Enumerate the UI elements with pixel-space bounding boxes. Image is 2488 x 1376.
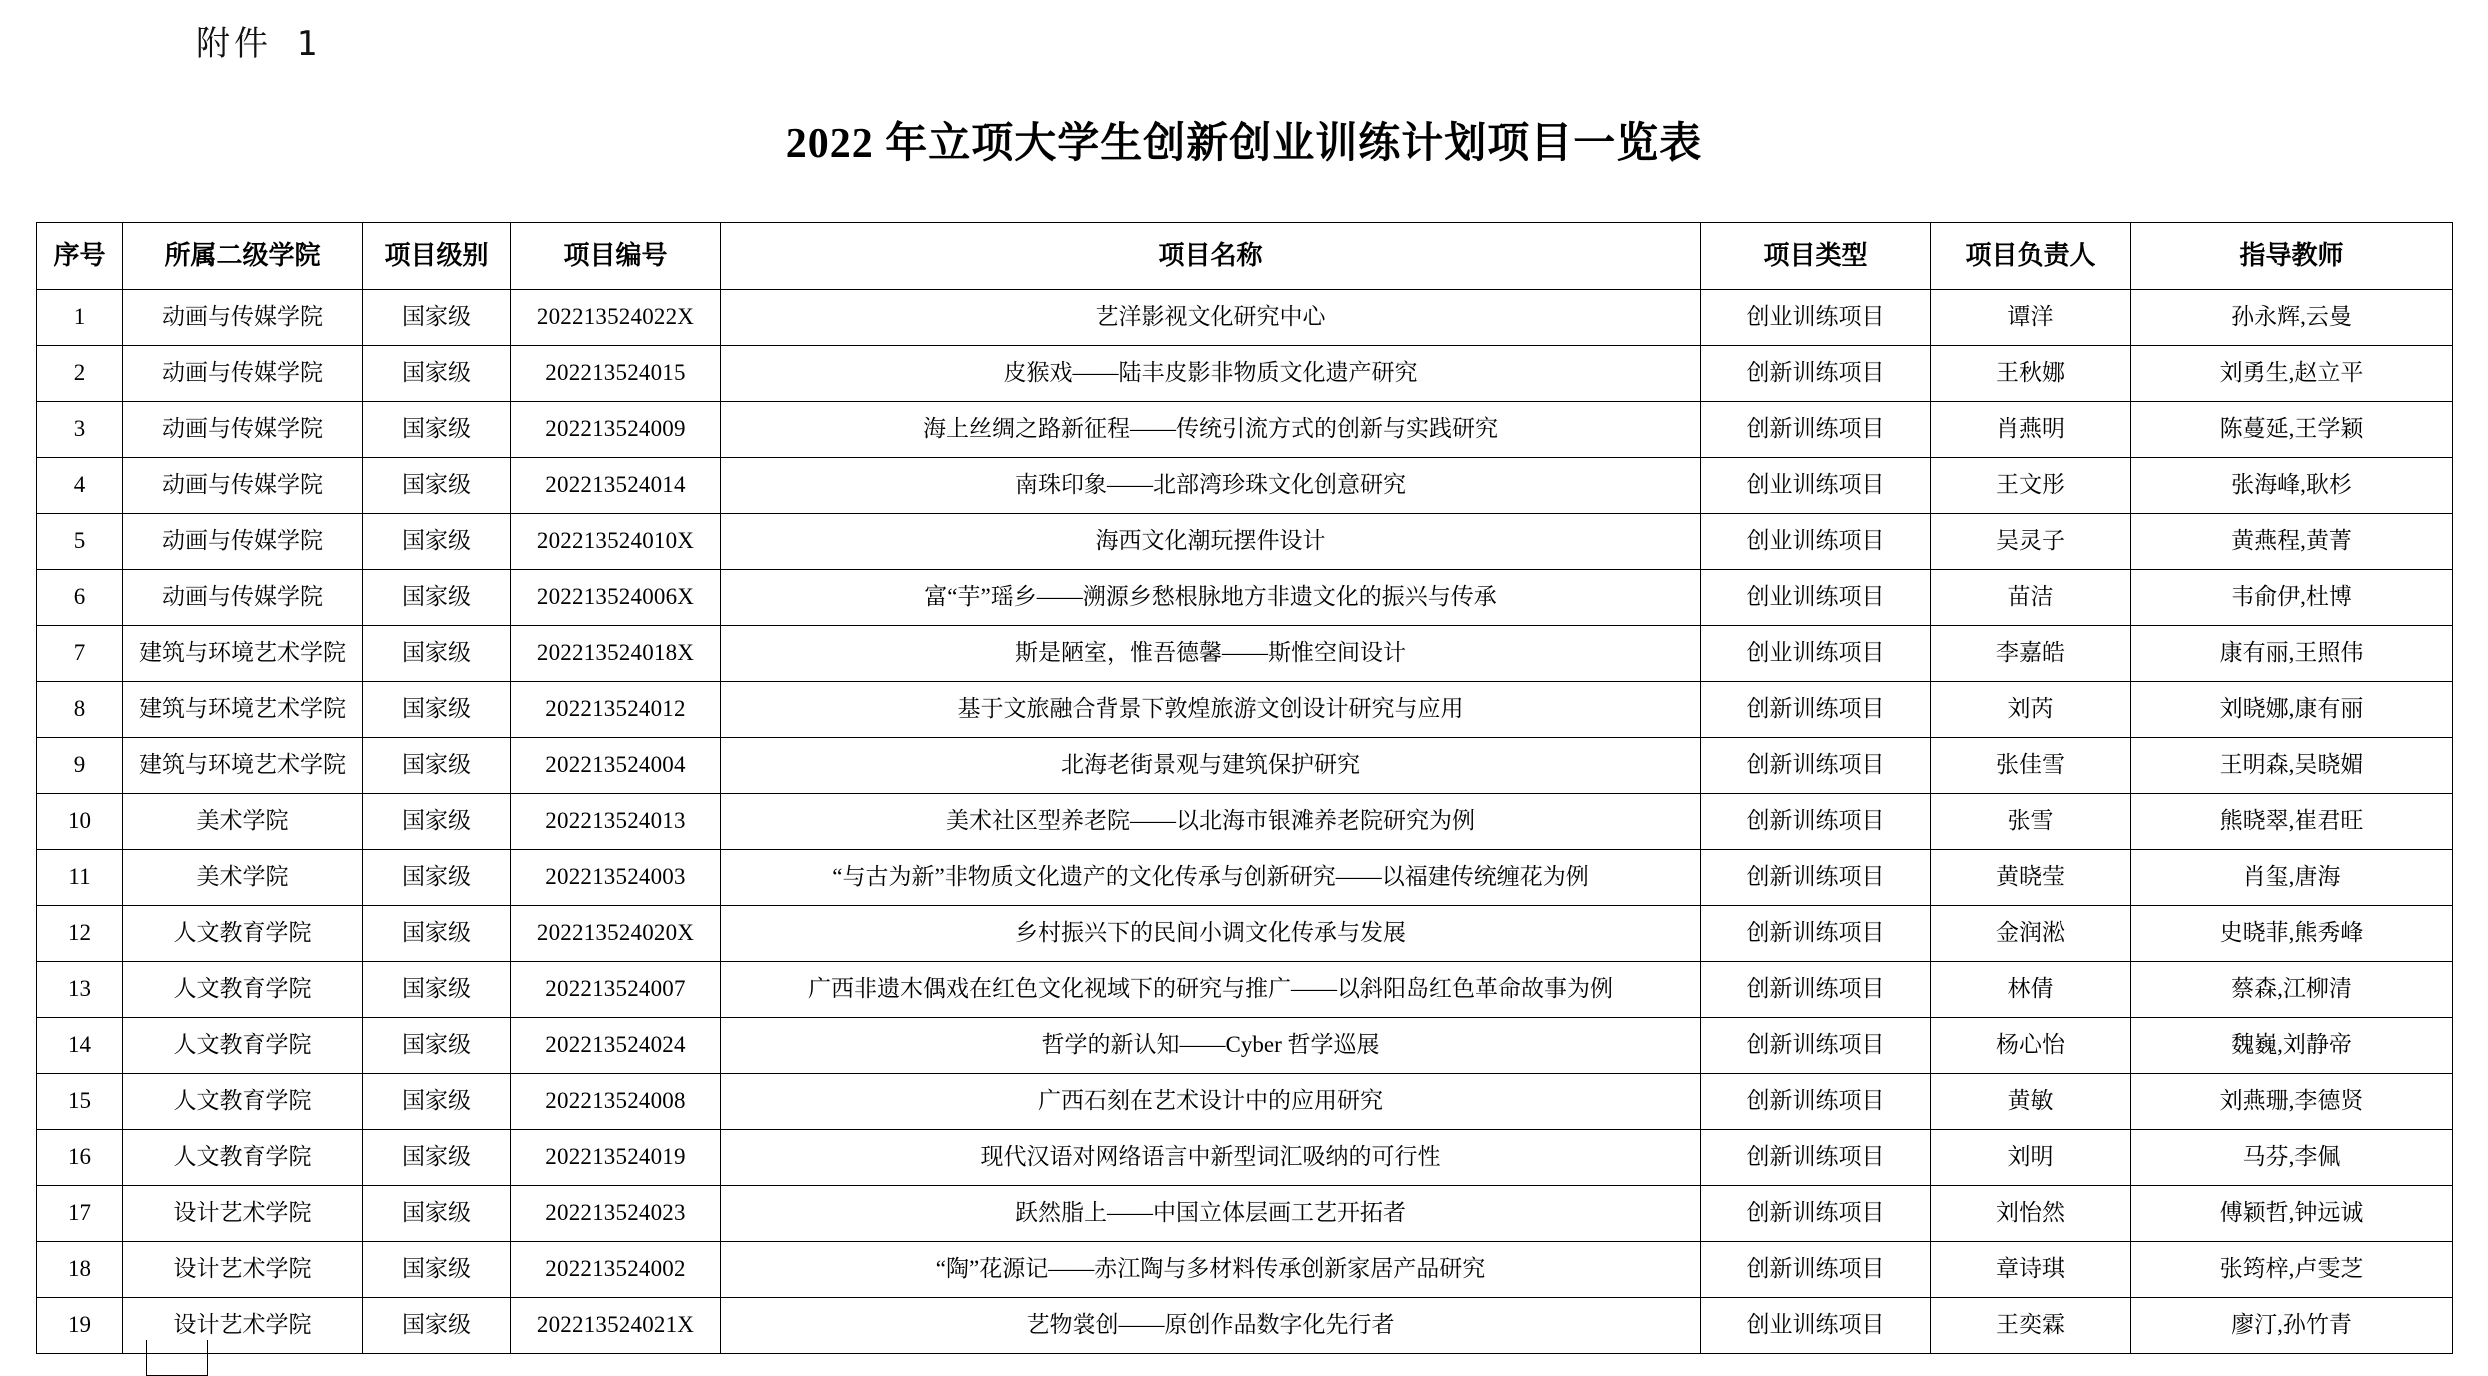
cell-level: 国家级 [363,626,511,682]
cell-name: 乡村振兴下的民间小调文化传承与发展 [721,906,1701,962]
column-header-seq: 序号 [37,223,123,290]
cell-level: 国家级 [363,1130,511,1186]
cell-name: 皮猴戏——陆丰皮影非物质文化遗产研究 [721,346,1701,402]
cell-type: 创新训练项目 [1701,682,1931,738]
cell-code: 202213524004 [511,738,721,794]
cell-name: 哲学的新认知——Cyber 哲学巡展 [721,1018,1701,1074]
cell-college: 人文教育学院 [123,1130,363,1186]
cell-name: 艺物裳创——原创作品数字化先行者 [721,1298,1701,1354]
column-header-level: 项目级别 [363,223,511,290]
cell-leader: 张佳雪 [1931,738,2131,794]
cell-leader: 章诗琪 [1931,1242,2131,1298]
column-header-college: 所属二级学院 [123,223,363,290]
cell-seq: 12 [37,906,123,962]
cell-type: 创业训练项目 [1701,290,1931,346]
cell-college: 人文教育学院 [123,1074,363,1130]
cell-level: 国家级 [363,1186,511,1242]
cell-code: 202213524003 [511,850,721,906]
cell-seq: 13 [37,962,123,1018]
cell-leader: 杨心怡 [1931,1018,2131,1074]
cell-leader: 张雪 [1931,794,2131,850]
cell-code: 202213524009 [511,402,721,458]
cell-leader: 王奕霖 [1931,1298,2131,1354]
cell-teacher: 傅颖哲,钟远诚 [2131,1186,2453,1242]
cell-name: 斯是陋室，惟吾德馨——斯惟空间设计 [721,626,1701,682]
cell-college: 美术学院 [123,850,363,906]
project-list-table [36,222,2453,1354]
cell-level: 国家级 [363,962,511,1018]
cell-code: 202213524022X [511,290,721,346]
cell-name: 广西非遗木偶戏在红色文化视域下的研究与推广——以斜阳岛红色革命故事为例 [721,962,1701,1018]
project-table-container [36,222,2452,1354]
cell-seq: 16 [37,1130,123,1186]
cell-type: 创新训练项目 [1701,402,1931,458]
cell-type: 创新训练项目 [1701,850,1931,906]
table-row [37,1242,2453,1298]
cell-level: 国家级 [363,850,511,906]
cell-type: 创新训练项目 [1701,794,1931,850]
cell-college: 美术学院 [123,794,363,850]
cell-teacher: 刘燕珊,李德贤 [2131,1074,2453,1130]
cell-level: 国家级 [363,1074,511,1130]
cell-leader: 林倩 [1931,962,2131,1018]
cell-name: 跃然脂上——中国立体层画工艺开拓者 [721,1186,1701,1242]
cell-code: 202213524012 [511,682,721,738]
cell-seq: 5 [37,514,123,570]
cell-code: 202213524013 [511,794,721,850]
cell-teacher: 肖玺,唐海 [2131,850,2453,906]
cell-college: 建筑与环境艺术学院 [123,626,363,682]
cell-leader: 刘明 [1931,1130,2131,1186]
cell-level: 国家级 [363,1242,511,1298]
cell-code: 202213524019 [511,1130,721,1186]
column-header-name: 项目名称 [721,223,1701,290]
cell-seq: 4 [37,458,123,514]
cell-level: 国家级 [363,1298,511,1354]
cell-leader: 刘怡然 [1931,1186,2131,1242]
cell-leader: 金润淞 [1931,906,2131,962]
table-row [37,682,2453,738]
cell-type: 创新训练项目 [1701,962,1931,1018]
cell-type: 创业训练项目 [1701,570,1931,626]
cell-leader: 黄敏 [1931,1074,2131,1130]
cell-teacher: 韦俞伊,杜博 [2131,570,2453,626]
cell-type: 创业训练项目 [1701,514,1931,570]
cell-teacher: 廖汀,孙竹青 [2131,1298,2453,1354]
cell-code: 202213524010X [511,514,721,570]
cell-seq: 17 [37,1186,123,1242]
cell-seq: 2 [37,346,123,402]
cell-code: 202213524015 [511,346,721,402]
cell-level: 国家级 [363,402,511,458]
attachment-label: 附件 1 [196,24,321,64]
cell-code: 202213524002 [511,1242,721,1298]
cell-college: 设计艺术学院 [123,1298,363,1354]
column-header-teacher: 指导教师 [2131,223,2453,290]
table-row [37,1298,2453,1354]
cell-type: 创新训练项目 [1701,1130,1931,1186]
cell-name: 现代汉语对网络语言中新型词汇吸纳的可行性 [721,1130,1701,1186]
cell-level: 国家级 [363,1018,511,1074]
cell-name: 广西石刻在艺术设计中的应用研究 [721,1074,1701,1130]
column-header-type: 项目类型 [1701,223,1931,290]
cell-name: 富“芋”瑶乡——溯源乡愁根脉地方非遗文化的振兴与传承 [721,570,1701,626]
cell-seq: 19 [37,1298,123,1354]
cell-seq: 6 [37,570,123,626]
cell-college: 人文教育学院 [123,1018,363,1074]
cell-name: “陶”花源记——赤江陶与多材料传承创新家居产品研究 [721,1242,1701,1298]
cell-level: 国家级 [363,682,511,738]
cell-college: 建筑与环境艺术学院 [123,738,363,794]
cell-code: 202213524021X [511,1298,721,1354]
cell-leader: 刘芮 [1931,682,2131,738]
cell-seq: 3 [37,402,123,458]
cell-college: 动画与传媒学院 [123,346,363,402]
cell-leader: 李嘉皓 [1931,626,2131,682]
cell-teacher: 张海峰,耿杉 [2131,458,2453,514]
cell-seq: 15 [37,1074,123,1130]
cell-code: 202213524024 [511,1018,721,1074]
cell-seq: 18 [37,1242,123,1298]
cell-leader: 王秋娜 [1931,346,2131,402]
cell-teacher: 熊晓翠,崔君旺 [2131,794,2453,850]
table-row [37,738,2453,794]
cell-college: 动画与传媒学院 [123,458,363,514]
table-row [37,794,2453,850]
page-title: 2022 年立项大学生创新创业训练计划项目一览表 [785,121,1703,167]
cell-teacher: 刘晓娜,康有丽 [2131,682,2453,738]
cell-teacher: 蔡森,江柳清 [2131,962,2453,1018]
table-row [37,962,2453,1018]
cell-code: 202213524018X [511,626,721,682]
table-row [37,514,2453,570]
cell-college: 动画与传媒学院 [123,402,363,458]
cell-name: 美术社区型养老院——以北海市银滩养老院研究为例 [721,794,1701,850]
cell-code: 202213524020X [511,906,721,962]
table-header [37,223,2453,290]
cell-college: 动画与传媒学院 [123,570,363,626]
cell-teacher: 马芬,李佩 [2131,1130,2453,1186]
table-row [37,1018,2453,1074]
cell-level: 国家级 [363,290,511,346]
table-row [37,1130,2453,1186]
cell-seq: 10 [37,794,123,850]
cell-teacher: 刘勇生,赵立平 [2131,346,2453,402]
cell-type: 创业训练项目 [1701,626,1931,682]
cell-level: 国家级 [363,458,511,514]
cell-seq: 11 [37,850,123,906]
cell-level: 国家级 [363,738,511,794]
cell-seq: 9 [37,738,123,794]
cell-teacher: 魏巍,刘静帝 [2131,1018,2453,1074]
cell-seq: 1 [37,290,123,346]
cell-name: “与古为新”非物质文化遗产的文化传承与创新研究——以福建传统缠花为例 [721,850,1701,906]
cell-level: 国家级 [363,346,511,402]
cell-teacher: 史晓菲,熊秀峰 [2131,906,2453,962]
table-row [37,1186,2453,1242]
table-row [37,458,2453,514]
cell-college: 设计艺术学院 [123,1242,363,1298]
table-row [37,906,2453,962]
cell-teacher: 王明森,吴晓媚 [2131,738,2453,794]
next-row-partial [146,1340,208,1376]
cell-teacher: 张筠梓,卢雯芝 [2131,1242,2453,1298]
table-row [37,290,2453,346]
cell-type: 创新训练项目 [1701,906,1931,962]
table-row [37,402,2453,458]
cell-teacher: 陈蔓延,王学颖 [2131,402,2453,458]
cell-type: 创新训练项目 [1701,1242,1931,1298]
cell-college: 人文教育学院 [123,962,363,1018]
cell-type: 创新训练项目 [1701,1074,1931,1130]
cell-type: 创业训练项目 [1701,1298,1931,1354]
cell-college: 设计艺术学院 [123,1186,363,1242]
cell-leader: 黄晓莹 [1931,850,2131,906]
cell-name: 艺洋影视文化研究中心 [721,290,1701,346]
cell-type: 创业训练项目 [1701,458,1931,514]
cell-code: 202213524023 [511,1186,721,1242]
cell-type: 创新训练项目 [1701,738,1931,794]
cell-seq: 7 [37,626,123,682]
cell-level: 国家级 [363,570,511,626]
cell-leader: 肖燕明 [1931,402,2131,458]
cell-type: 创新训练项目 [1701,346,1931,402]
cell-seq: 8 [37,682,123,738]
cell-college: 动画与传媒学院 [123,290,363,346]
cell-seq: 14 [37,1018,123,1074]
cell-name: 海上丝绸之路新征程——传统引流方式的创新与实践研究 [721,402,1701,458]
table-row [37,850,2453,906]
column-header-code: 项目编号 [511,223,721,290]
cell-teacher: 康有丽,王照伟 [2131,626,2453,682]
cell-leader: 王文彤 [1931,458,2131,514]
table-body [37,290,2453,1354]
cell-teacher: 孙永辉,云曼 [2131,290,2453,346]
cell-teacher: 黄燕程,黄菁 [2131,514,2453,570]
table-row [37,570,2453,626]
cell-college: 人文教育学院 [123,906,363,962]
table-header-row [37,223,2453,290]
cell-type: 创新训练项目 [1701,1018,1931,1074]
cell-type: 创新训练项目 [1701,1186,1931,1242]
cell-level: 国家级 [363,906,511,962]
cell-leader: 吴灵子 [1931,514,2131,570]
cell-level: 国家级 [363,794,511,850]
cell-name: 北海老街景观与建筑保护研究 [721,738,1701,794]
column-header-leader: 项目负责人 [1931,223,2131,290]
cell-level: 国家级 [363,514,511,570]
table-row [37,1074,2453,1130]
cell-college: 建筑与环境艺术学院 [123,682,363,738]
cell-code: 202213524014 [511,458,721,514]
cell-name: 海西文化潮玩摆件设计 [721,514,1701,570]
cell-name: 基于文旅融合背景下敦煌旅游文创设计研究与应用 [721,682,1701,738]
cell-code: 202213524008 [511,1074,721,1130]
cell-leader: 谭洋 [1931,290,2131,346]
cell-leader: 苗洁 [1931,570,2131,626]
cell-name: 南珠印象——北部湾珍珠文化创意研究 [721,458,1701,514]
cell-college: 动画与传媒学院 [123,514,363,570]
cell-code: 202213524006X [511,570,721,626]
table-row [37,346,2453,402]
table-row [37,626,2453,682]
cell-code: 202213524007 [511,962,721,1018]
